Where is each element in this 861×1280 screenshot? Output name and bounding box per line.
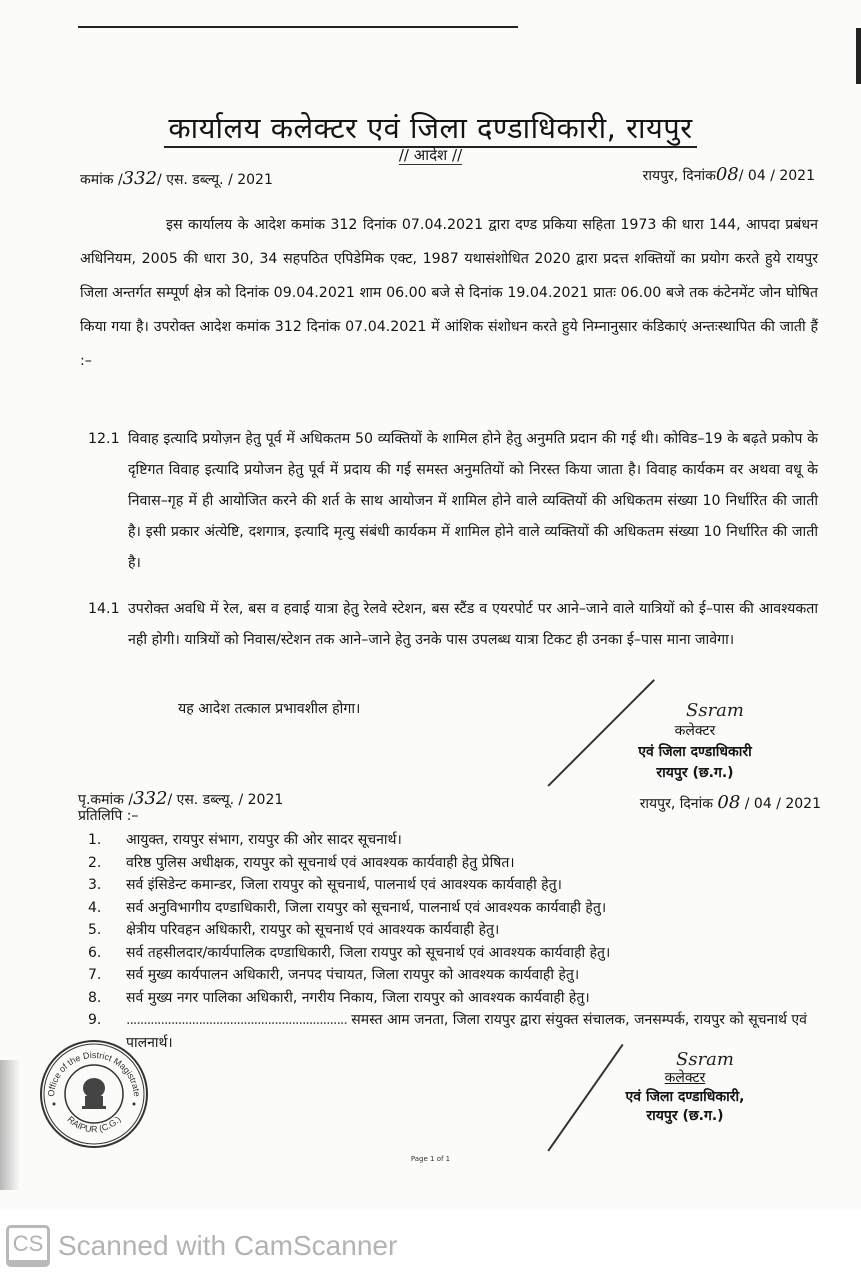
clause-text: विवाह इत्यादि प्रयोज़न हेतु पूर्व में अधिकतम 50 व्यक्तियों के शामिल होने हेतु अनुमति प्रदान की गई थी। कोविड–19 के बढ़ते प्रकोप के दृष्टिगत विवाह इत्यादि प्रयोजन हेतु पूर्व में प्रदाय की गई समस्त अनुमतियों को निरस्त किया जाता है। विवाह कार्यकम वर अथवा वधू के निवास–गृह में ही आयोजित करने की शर्त के साथ आयोजन में शामिल होने वाले व्यक्तियों की अधिकतम संख्या 10 निर्धारित की जाती है। इसी प्रकार अंत्येष्टि, दशगात्र, इत्यादि मृत्यु संबंधी कार्यकम में शामिल होने वाले व्यक्तियों की अधिकतम संख्या 10 निर्धारित की जाती है। xyxy=(128,431,818,571)
signatory-designation: कलेक्टर xyxy=(664,1070,706,1086)
date-day-handwritten: 08 xyxy=(717,792,741,813)
copy-item xyxy=(88,897,828,920)
signature-block-1 xyxy=(585,700,805,784)
copy-item xyxy=(88,1009,828,1054)
camscanner-logo-icon: CS xyxy=(6,1225,50,1267)
camscanner-text: Scanned with CamScanner xyxy=(58,1230,398,1261)
copy-item xyxy=(88,852,828,875)
item-text: सर्व मुख्य नगर पालिका अधिकारी, नगरीय निकाय, जिला रायपुर को आवश्यक कार्यवाही हेतु। xyxy=(126,989,590,1006)
order-reference: कमांक /332/ एस. डब्ल्यू. / 2021 xyxy=(80,168,273,189)
item-text: सर्व मुख्य कार्यपालन अधिकारी, जनपद पंचायत, जिला रायपुर को आवश्यक कार्यवाही हेतु। xyxy=(126,967,580,983)
copy-item xyxy=(88,964,828,987)
page-number: Page 1 of 1 xyxy=(410,1155,451,1163)
item-text: क्षेत्रीय परिवहन अधिकारी, रायपुर को सूचनार्थ एवं आवश्यक कार्यवाही हेतु। xyxy=(126,922,500,938)
copy-list xyxy=(88,829,828,1054)
copy-date: रायपुर, दिनांक 08 / 04 / 2021 xyxy=(639,792,821,813)
signature-block-2 xyxy=(580,1050,790,1126)
signature-scribble: Ssram xyxy=(686,700,744,721)
edge-mark xyxy=(856,28,861,84)
item-text: आयुक्त, रायपुर संभाग, रायपुर की ओर सादर सूचनार्थ। xyxy=(126,832,402,848)
clause-text: उपरोक्त अवधि में रेल, बस व हवाई यात्रा हेतु रेलवे स्टेशन, बस स्टैंड व एयरपोर्ट पर आने–जाने वाले यात्रियों को ई–पास की आवश्यकता नही होगी। यात्रियों को निवास/स्टेशन तक आने–जाने हेतु उनके पास उपलब्ध यात्रा टिकट ही उनका ई–पास माना जावेगा। xyxy=(128,601,818,648)
clause-number: 14.1 xyxy=(88,601,120,617)
item-number: 2. xyxy=(88,854,102,871)
item-text: सर्व तहसीलदार/कार्यपालिक दण्डाधिकारी, जिला रायपुर को सूचनार्थ एवं आवश्यक कार्यवाही हेतु। xyxy=(126,944,611,961)
signatory-line3: रायपुर (छ.ग.) xyxy=(646,1108,724,1124)
item-number: 6. xyxy=(88,944,102,961)
order-date: रायपुर, दिनांक08/ 04 / 2021 xyxy=(642,164,815,185)
office-title: कार्यालय कलेक्टर एवं जिला दण्डाधिकारी, रायपुर xyxy=(0,108,861,147)
clause-12-1 xyxy=(88,424,818,579)
copy-heading: प्रतिलिपि :– xyxy=(78,808,139,824)
camscanner-watermark xyxy=(6,1225,397,1267)
signature-scribble: Ssram xyxy=(676,1049,734,1070)
item-text: सर्व इंसिडेन्ट कमान्डर, जिला रायपुर को सूचनार्थ, पालनार्थ एवं आवश्यक कार्यवाही हेतु। xyxy=(126,877,562,893)
item-text: वरिष्ठ पुलिस अधीक्षक, रायपुर को सूचनार्थ एवं आवश्यक कार्यवाही हेतु प्रेषित। xyxy=(126,854,515,871)
scan-shadow xyxy=(0,1060,20,1190)
item-number: 7. xyxy=(88,967,102,983)
signatory-line2: एवं जिला दण्डाधिकारी, xyxy=(625,1089,745,1105)
district-magistrate-seal xyxy=(38,1038,150,1150)
item-number: 3. xyxy=(88,877,102,893)
ref-number-handwritten: 332 xyxy=(133,788,168,809)
seal-bottom-text: RAIPUR (C.G.) xyxy=(65,1114,123,1135)
copy-item xyxy=(88,919,828,942)
order-heading: // आदेश // xyxy=(398,146,463,164)
copy-reference: पृ.कमांक /332/ एस. डब्ल्यू. / 2021 xyxy=(78,788,284,809)
blank-dots: ................................................................ xyxy=(126,1012,347,1028)
copy-item xyxy=(88,942,828,965)
copy-item xyxy=(88,829,828,852)
item9-text: समस्त आम जनता, जिला रायपुर द्वारा संयुक्त संचालक, जनसम्पर्क, रायपुर को सूचनार्थ एवं पालनार्थ। xyxy=(126,1012,807,1051)
effective-statement: यह आदेश तत्काल प्रभावशील होगा। xyxy=(178,701,361,717)
signatory-line2: एवं जिला दण्डाधिकारी xyxy=(638,744,752,760)
seal-top-text: Office of the District Magistrate xyxy=(45,1049,143,1098)
item-text xyxy=(126,1009,828,1054)
copy-item xyxy=(88,987,828,1010)
item-number: 9. xyxy=(88,1012,102,1028)
clause-14-1 xyxy=(88,594,818,656)
clause-number: 12.1 xyxy=(88,431,120,447)
item-text: सर्व अनुविभागीय दण्डाधिकारी, जिला रायपुर को सूचनार्थ, पालनार्थ एवं आवश्यक कार्यवाही हेतु। xyxy=(126,899,607,916)
top-rule xyxy=(78,26,518,28)
item-number: 5. xyxy=(88,922,102,938)
signatory-line3: रायपुर (छ.ग.) xyxy=(656,765,734,781)
date-day-handwritten: 08 xyxy=(715,164,739,185)
copy-item xyxy=(88,874,828,897)
emblem-icon xyxy=(82,1078,106,1109)
ref-number-handwritten: 332 xyxy=(122,168,158,189)
item-number: 1. xyxy=(88,832,102,848)
intro-paragraph: इस कार्यालय के आदेश कमांक 312 दिनांक 07.04.2021 द्वारा दण्ड प्रकिया सहिता 1973 की धारा 144, आपदा प्रबंधन अधिनियम, 2005 की धारा 30, 34 सहपठित एपिडेमिक एक्ट, 1987 यथासंशोधित 2020 द्वारा प्रदत्त शक्तियों का प्रयोग करते हुये रायपुर जिला अन्तर्गत सम्पूर्ण क्षेत्र को दिनांक 09.04.2021 शाम 06.00 बजे से दिनांक 19.04.2021 प्रातः 06.00 बजे तक कंटेनमेंट जोन घोषित किया गया है। उपरोक्त आदेश कमांक 312 दिनांक 07.04.2021 में आंशिक संशोधन करते हुये निम्नानुसार कंडिकाएं अन्तःस्थापित की जाती हैं :– xyxy=(80,217,818,369)
item-number: 8. xyxy=(88,989,102,1006)
item-number: 4. xyxy=(88,899,102,916)
signatory-designation: कलेक्टर xyxy=(674,723,716,739)
